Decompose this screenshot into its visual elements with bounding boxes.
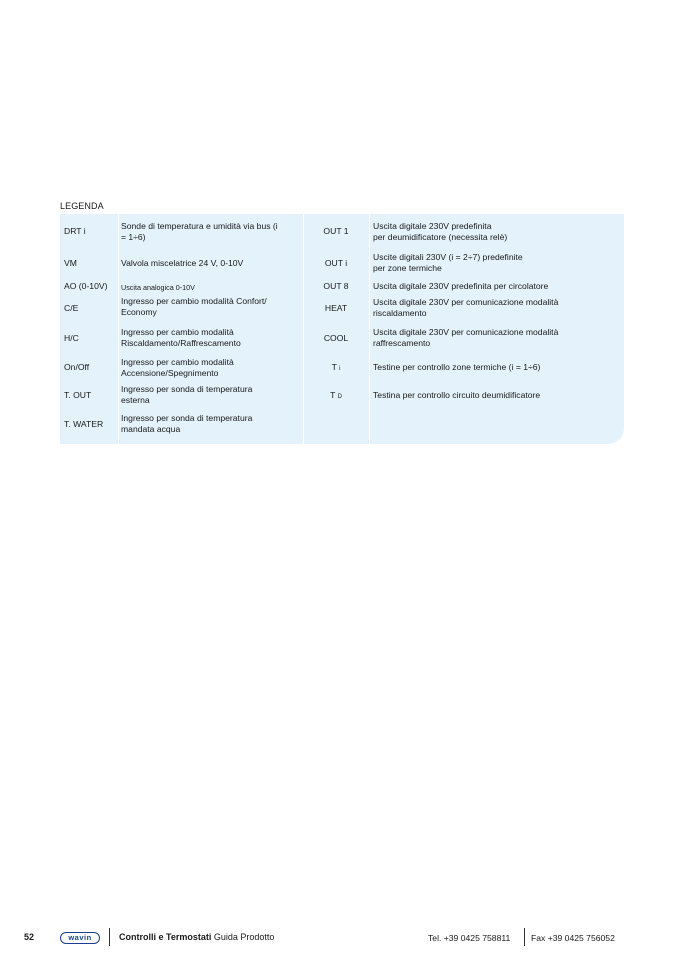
- footer-title: Controlli e Termostati Guida Prodotto: [119, 932, 275, 942]
- column-divider: [118, 214, 119, 444]
- legend-code-out8: OUT 8: [323, 281, 349, 291]
- footer-fax: Fax +39 0425 756052: [531, 933, 615, 943]
- legend-code-heat: HEAT: [324, 303, 348, 313]
- legend-code-vm: VM: [64, 258, 77, 268]
- legend-desc-outi: Uscite digitali 230V (i = 2÷7) predefinite per zone termiche: [373, 252, 523, 274]
- legend-desc-tout: Ingresso per sonda di temperatura esterna: [121, 384, 253, 406]
- legend-desc-ao: Uscita analogica 0-10V: [121, 283, 195, 292]
- legend-desc-hc: Ingresso per cambio modalità Riscaldamento/Raffrescamento: [121, 327, 241, 349]
- legend-desc-onoff: Ingresso per cambio modalità Accensione/Spegnimento: [121, 357, 234, 379]
- page-number: 52: [24, 932, 35, 942]
- wavin-logo: wavin: [60, 932, 100, 944]
- legend-table: [60, 214, 624, 444]
- legend-desc-heat: Uscita digitale 230V per comunicazione modalità riscaldamento: [373, 297, 559, 319]
- legend-desc-twater: Ingresso per sonda di temperatura mandata acqua: [121, 413, 253, 435]
- legend-desc-vm: Valvola miscelatrice 24 V, 0-10V: [121, 258, 244, 268]
- legend-desc-out8: Uscita digitale 230V predefinita per circolatore: [373, 281, 549, 291]
- page-footer: [0, 928, 678, 948]
- footer-divider: [109, 928, 110, 946]
- footer-tel: Tel. +39 0425 758811: [428, 933, 511, 943]
- column-divider: [369, 214, 370, 444]
- legend-desc-drt: Sonde di temperatura e umidità via bus (i = 1÷6): [121, 221, 278, 243]
- legend-code-outi: OUT i: [324, 258, 348, 268]
- footer-divider: [524, 928, 525, 946]
- legend-code-drt: DRT i: [64, 226, 86, 236]
- legend-code-td: T D: [330, 390, 342, 400]
- legend-desc-out1: Uscita digitale 230V predefinita per deumidificatore (necessita relè): [373, 221, 508, 243]
- column-divider: [303, 214, 304, 444]
- legend-code-out1: OUT 1: [323, 226, 349, 236]
- legend-code-twater: T. WATER: [64, 419, 104, 429]
- legend-desc-cool: Uscita digitale 230V per comunicazione modalità raffrescamento: [373, 327, 559, 349]
- legend-code-ce: C/E: [64, 303, 79, 313]
- legend-code-hc: H/C: [64, 333, 79, 343]
- legend-code-tout: T. OUT: [64, 390, 92, 400]
- legend-code-onoff: On/Off: [64, 362, 90, 372]
- legend-code-ti: T i: [331, 362, 341, 372]
- legend-desc-ce: Ingresso per cambio modalità Confort/ Economy: [121, 296, 267, 318]
- legend-code-cool: COOL: [323, 333, 349, 343]
- legend-desc-td: Testina per controllo circuito deumidificatore: [373, 390, 541, 400]
- legend-title: LEGENDA: [60, 201, 104, 211]
- legend-desc-ti: Testine per controllo zone termiche (i = 1÷6): [373, 362, 541, 372]
- legend-code-ao: AO (0-10V): [64, 281, 108, 291]
